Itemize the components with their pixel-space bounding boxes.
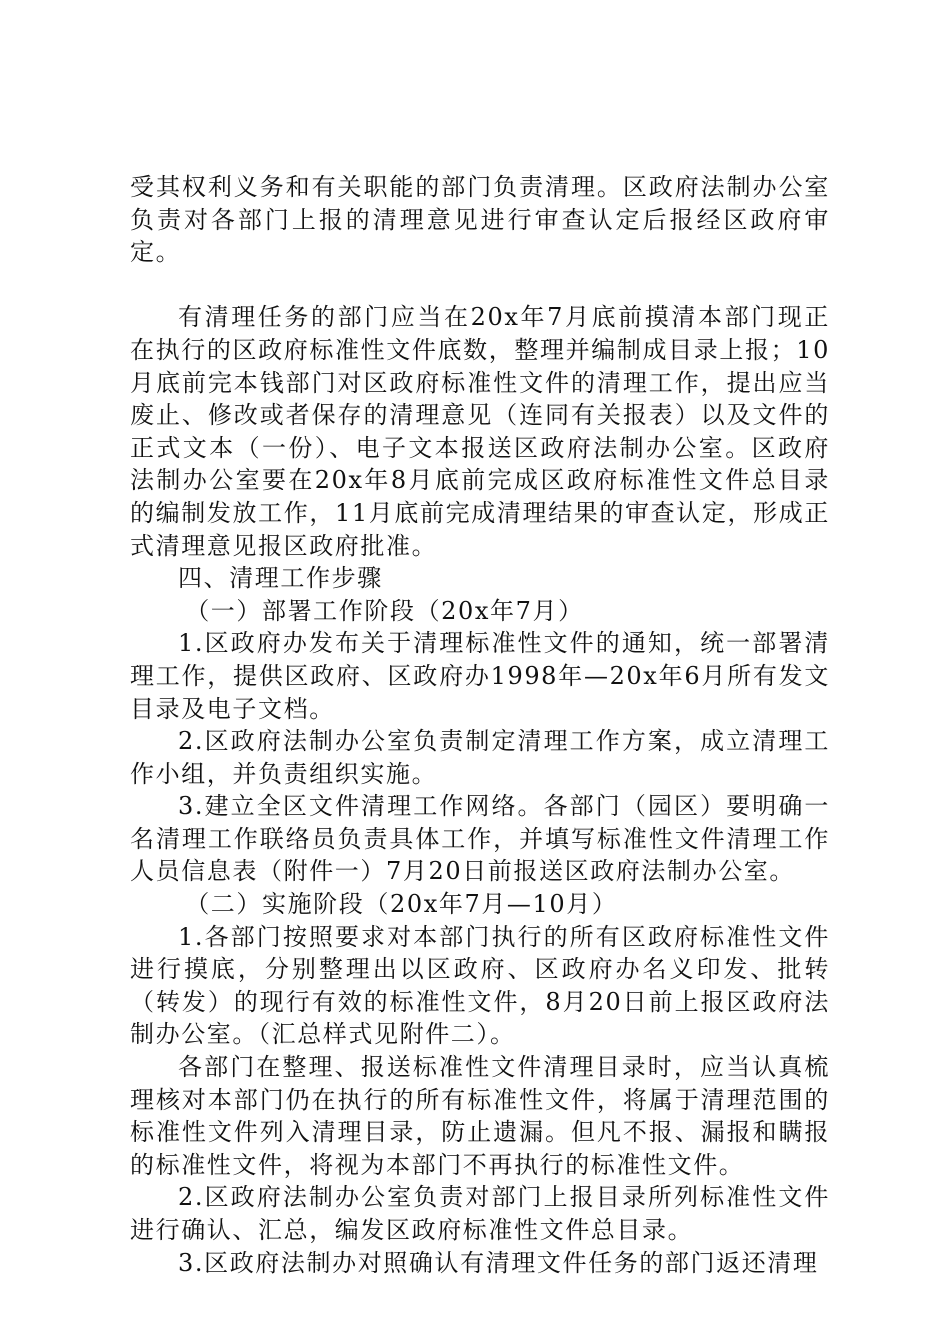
paragraph-step-1-2: 2.区政府法制办公室负责制定清理工作方案，成立清理工作小组，并负责组织实施。 xyxy=(130,727,830,788)
paragraph-step-1-1: 1.区政府办发布关于清理标准性文件的通知，统一部署清理工作，提供区政府、区政府办1998年—20x年6月所有发文目录及电子文档。 xyxy=(130,629,830,723)
paragraph-step-2-1-note: 各部门在整理、报送标准性文件清理目录时，应当认真梳理核对本部门仍在执行的所有标准性文件，将属于清理范围的标准性文件列入清理目录，防止遗漏。但凡不报、漏报和瞒报的标准性文件，将视为本部门不再执行的标准性文件。 xyxy=(130,1053,830,1179)
document-body xyxy=(130,171,830,1279)
paragraph-continuation: 受其权利义务和有关职能的部门负责清理。区政府法制办公室负责对各部门上报的清理意见进行审查认定后报经区政府审定。 xyxy=(130,173,830,267)
subheading-implementation-stage: （二）实施阶段（20x年7月—10月） xyxy=(185,890,618,919)
paragraph-step-1-3: 3.建立全区文件清理工作网络。各部门（园区）要明确一名清理工作联络员负责具体工作，并填写标准性文件清理工作人员信息表（附件一）7月20日前报送区政府法制办公室。 xyxy=(130,792,830,886)
paragraph-deadlines: 有清理任务的部门应当在20x年7月底前摸清本部门现正在执行的区政府标准性文件底数，整理并编制成目录上报；10月底前完本钱部门对区政府标准性文件的清理工作，提出应当废止、修改或者保存的清理意见（连同有关报表）以及文件的正式文本（一份）、电子文本报送区政府法制办公室。区政府法制办公室要在20x年8月底前完成区政府标准性文件总目录的编制发放工作，11月底前完成清理结果的审查认定，形成正式清理意见报区政府批准。 xyxy=(130,303,830,560)
paragraph-step-2-1: 1.各部门按照要求对本部门执行的所有区政府标准性文件进行摸底，分别整理出以区政府、区政府办名义印发、批转（转发）的现行有效的标准性文件，8月20日前上报区政府法制办公室。（汇总样式见附件二）。 xyxy=(130,922,830,1049)
paragraph-gap xyxy=(130,269,830,302)
paragraph-step-2-2: 2.区政府法制办公室负责对部门上报目录所列标准性文件进行确认、汇总，编发区政府标准性文件总目录。 xyxy=(130,1183,830,1244)
subheading-deployment-stage: （一）部署工作阶段（20x年7月） xyxy=(185,596,584,625)
section-heading-steps: 四、清理工作步骤 xyxy=(178,564,383,593)
paragraph-step-2-3: 3.区政府法制办对照确认有清理文件任务的部门返还清理 xyxy=(178,1248,819,1277)
